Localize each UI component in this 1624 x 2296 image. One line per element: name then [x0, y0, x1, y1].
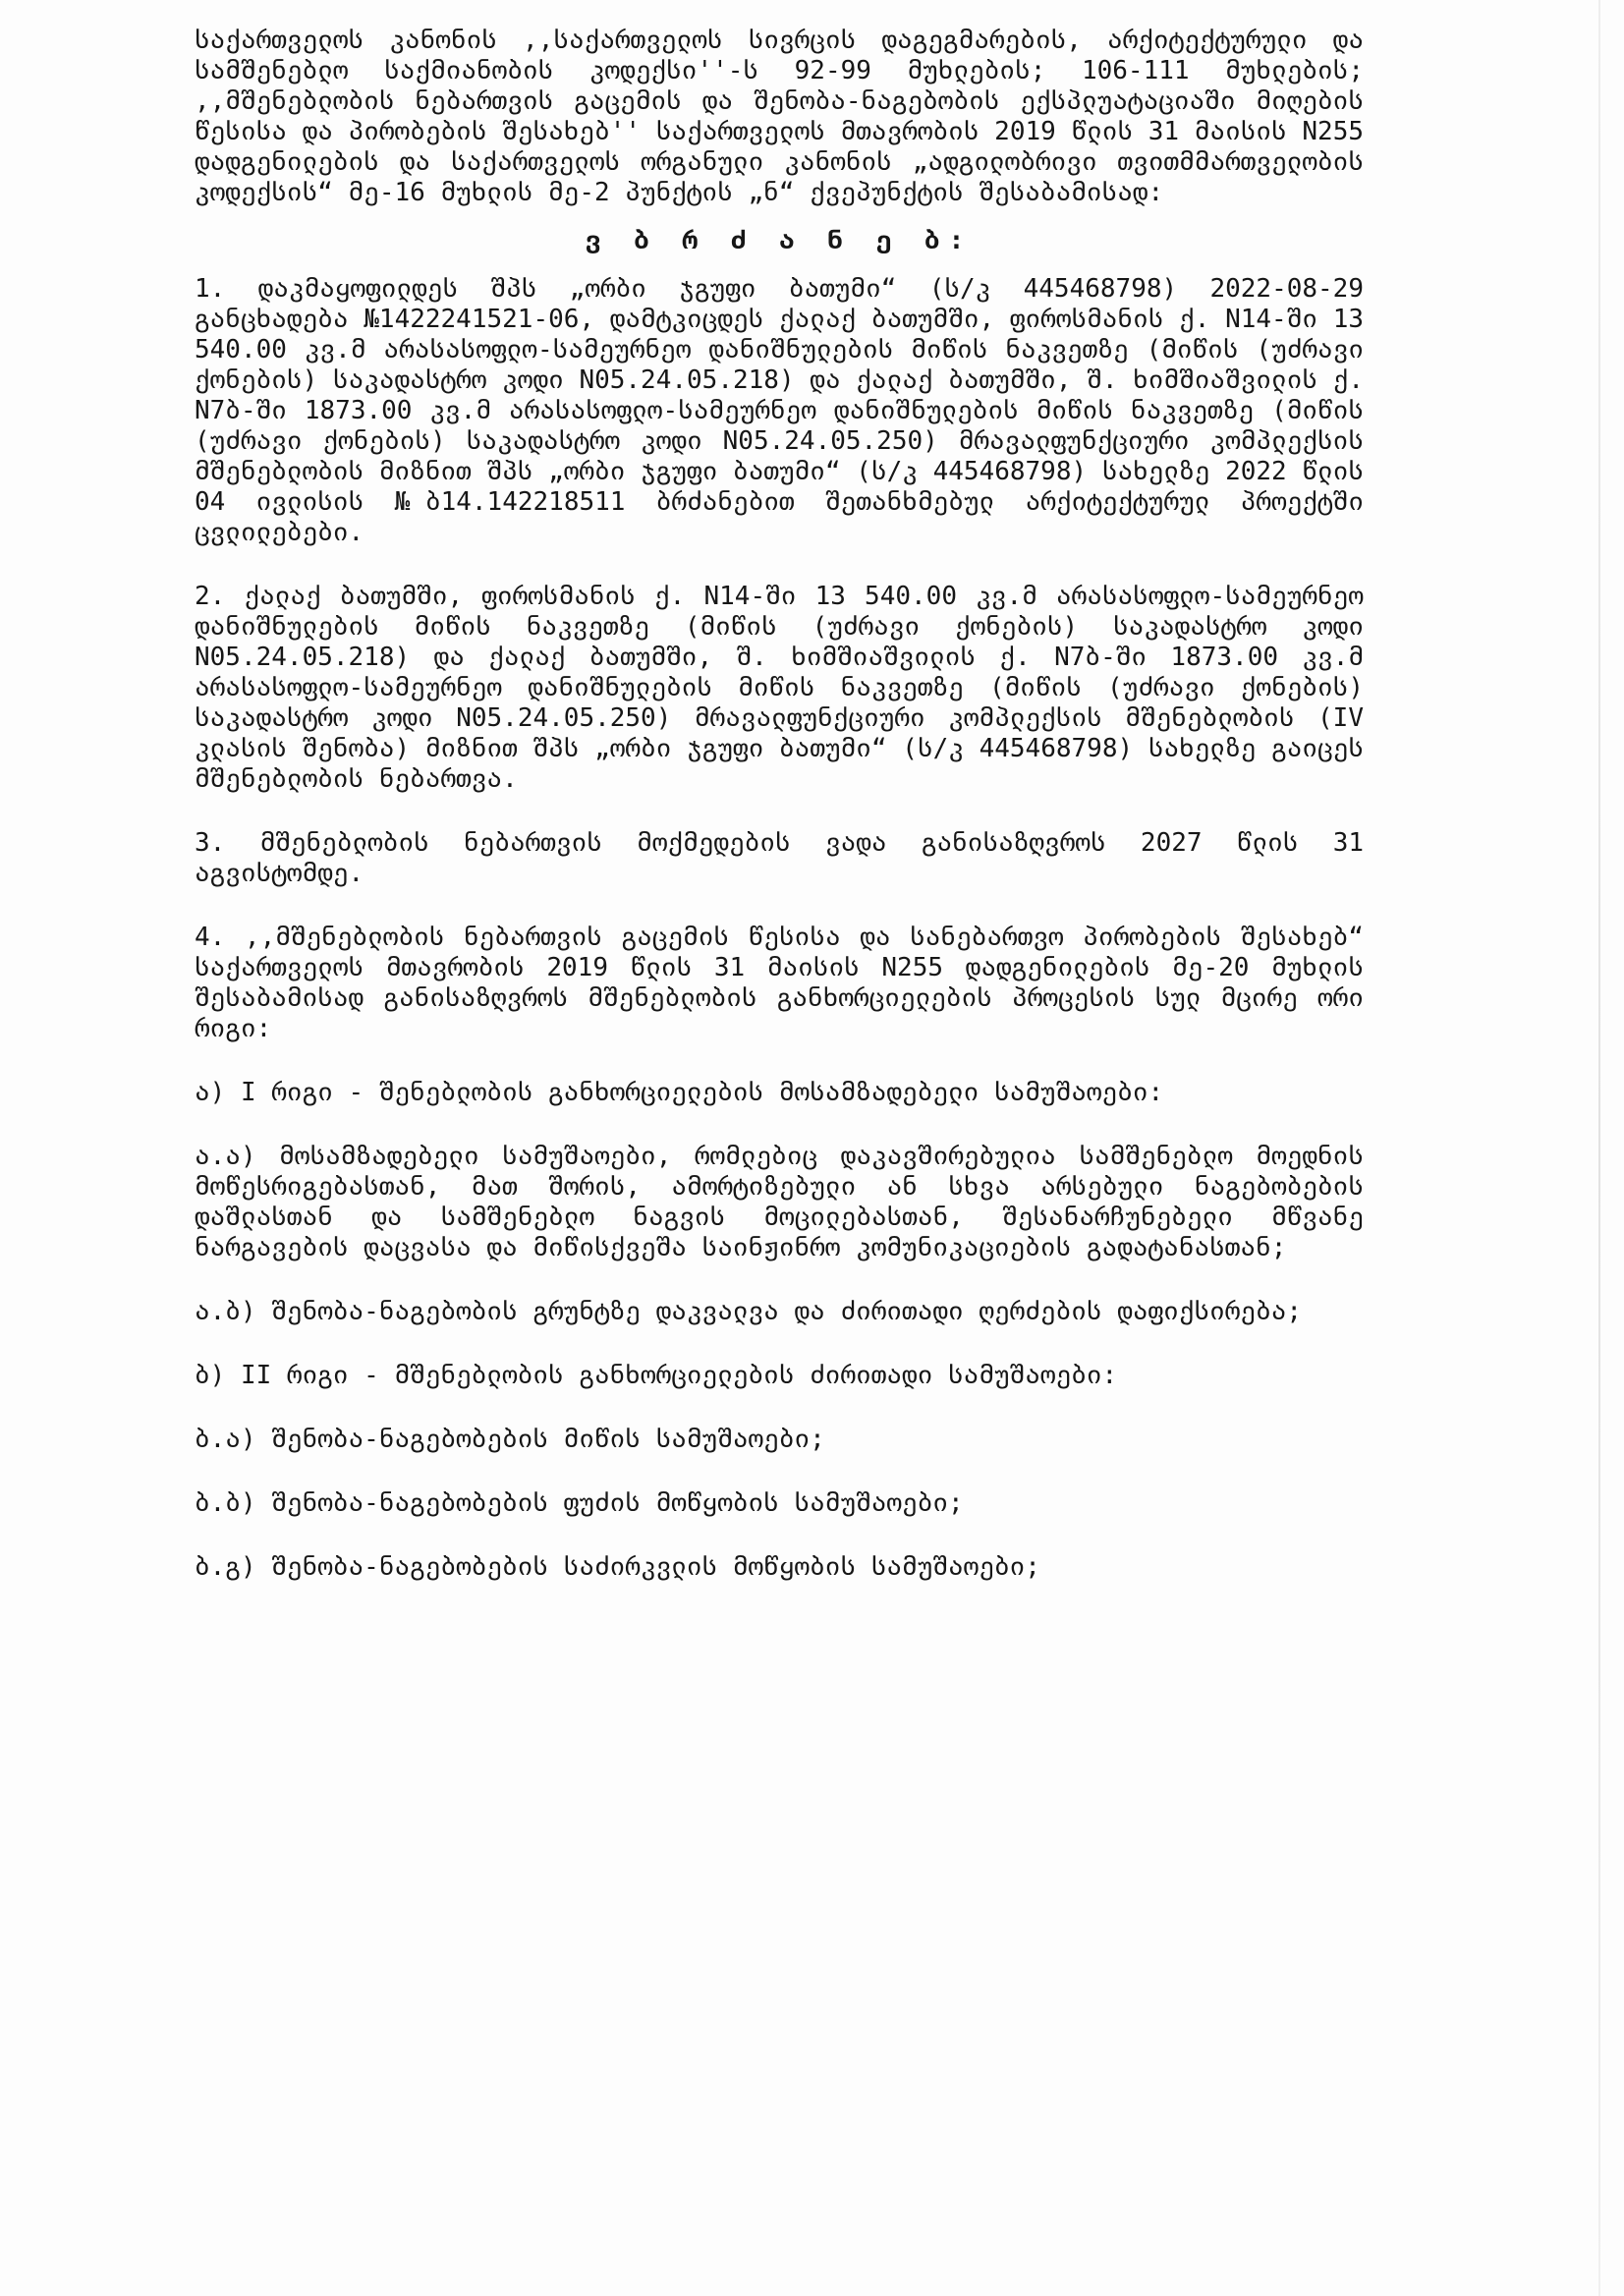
stage-b-heading: ბ) II რიგი - მშენებლობის განხორციელების ძირითადი სამუშაოები:	[195, 1361, 1118, 1390]
intro-paragraph: საქართველოს კანონის ,,საქართველოს სივრცის დაგეგმარების, არქიტექტურული და სამშენებლო საქმიანობის კოდექსი''-ს 92-99 მუხლების; 106-111 მუხლების; ,,მშენებლობის ნებართვის გაცემის და შენობა-ნაგებობის ექსპლუატაციაში მიღების წესისა და პირობების შესახებ'' საქართველოს მთავრობის 2019 წლის 31 მაისის N255 დადგენილების და საქართველოს ორგანული კანონის „ადგილობრივი თვითმმართველობის კოდექსის“ მე-16 მუხლის მე-2 პუნქტის „ნ“ ქვეპუნქტის შესაბამისად:	[195, 26, 1364, 207]
stage-a-heading: ა) I რიგი - შენებლობის განხორციელების მოსამზადებელი სამუშაოები:	[195, 1078, 1164, 1107]
order-heading: ვ ბ რ ძ ა ნ ე ბ:	[585, 226, 974, 255]
stage-a-a-paragraph: ა.ა) მოსამზადებელი სამუშაოები, რომლებიც დაკავშირებულია სამშენებლო მოედნის მოწესრიგებასთან, მათ შორის, ამორტიზებული ან სხვა არსებული ნაგებობების დაშლასთან და სამშენებლო ნაგვის მოცილებასთან, შესანარჩუნებელი მწვანე ნარგავების დაცვასა და მიწისქვეშა საინჟინრო კომუნიკაციების გადატანასთან;	[195, 1142, 1364, 1262]
stage-b-b-paragraph: ბ.ბ) შენობა-ნაგებობების ფუძის მოწყობის სამუშაოები;	[195, 1488, 964, 1518]
stage-b-a-paragraph: ბ.ა) შენობა-ნაგებობების მიწის სამუშაოები;	[195, 1425, 825, 1454]
stage-a-b-paragraph: ა.ბ) შენობა-ნაგებობის გრუნტზე დაკვალვა და ძირითადი ღერძების დაფიქსირება;	[195, 1297, 1303, 1326]
document-body	[195, 26, 1364, 1616]
item-1-paragraph: 1. დაკმაყოფილდეს შპს „ორბი ჯგუფი ბათუმი“ (ს/კ 445468798) 2022-08-29 განცხადება №1422241521-06, დამტკიცდეს ქალაქ ბათუმში, ფიროსმანის ქ. N14-ში 13 540.00 კვ.მ არასასოფლო-სამეურნეო დანიშნულების მიწის ნაკვეთზე (მიწის (უძრავი ქონების) საკადასტრო კოდი N05.24.05.218) და ქალაქ ბათუმში, შ. ხიმშიაშვილის ქ. N7ბ-ში 1873.00 კვ.მ არასასოფლო-სამეურნეო დანიშნულების მიწის ნაკვეთზე (მიწის (უძრავი ქონების) საკადასტრო კოდი N05.24.05.250) მრავალფუნქციური კომპლექსის მშენებლობის მიზნით შპს „ორბი ჯგუფი ბათუმი“ (ს/კ 445468798) სახელზე 2022 წლის 04 ივლისის №ბ14.142218511 ბრძანებით შეთანხმებულ არქიტექტურულ პროექტში ცვლილებები.	[195, 274, 1364, 547]
page-edge-shadow	[1598, 0, 1600, 2296]
item-3-paragraph: 3. მშენებლობის ნებართვის მოქმედების ვადა განისაზღვროს 2027 წლის 31 აგვისტომდე.	[195, 828, 1364, 888]
stage-b-g-paragraph: ბ.გ) შენობა-ნაგებობების საძირკვლის მოწყობის სამუშაოები;	[195, 1552, 1040, 1582]
item-4-paragraph: 4. ,,მშენებლობის ნებართვის გაცემის წესისა და სანებართვო პირობების შესახებ“ საქართველოს მთავრობის 2019 წლის 31 მაისის N255 დადგენილების მე-20 მუხლის შესაბამისად განისაზღვროს მშენებლობის განხორციელების პროცესის სულ მცირე ორი რიგი:	[195, 923, 1364, 1043]
item-2-paragraph: 2. ქალაქ ბათუმში, ფიროსმანის ქ. N14-ში 13 540.00 კვ.მ არასასოფლო-სამეურნეო დანიშნულების მიწის ნაკვეთზე (მიწის (უძრავი ქონების) საკადასტრო კოდი N05.24.05.218) და ქალაქ ბათუმში, შ. ხიმშიაშვილის ქ. N7ბ-ში 1873.00 კვ.მ არასასოფლო-სამეურნეო დანიშნულების მიწის ნაკვეთზე (მიწის (უძრავი ქონების) საკადასტრო კოდი N05.24.05.250) მრავალფუნქციური კომპლექსის მშენებლობის (IV კლასის შენობა) მიზნით შპს „ორბი ჯგუფი ბათუმი“ (ს/კ 445468798) სახელზე გაიცეს მშენებლობის ნებართვა.	[195, 582, 1364, 794]
